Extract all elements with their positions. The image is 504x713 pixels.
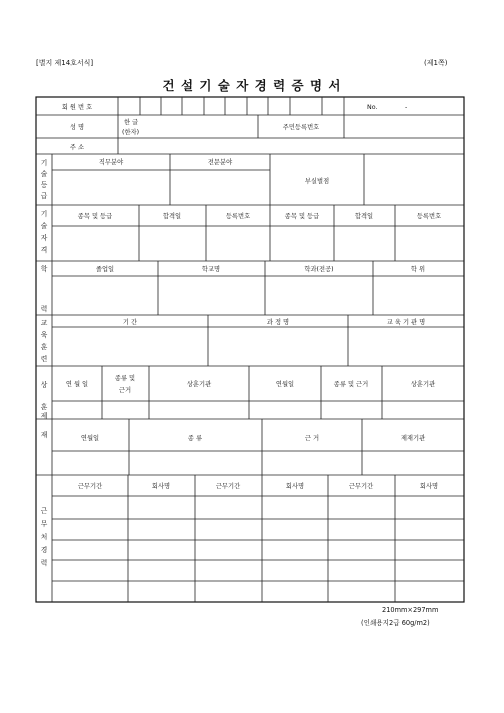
award-header-type-2: 근거 (118, 387, 132, 394)
sanctions-char-1: 제 (40, 412, 48, 420)
penalty-label: 부실벌점 (304, 178, 330, 185)
form-number: [별지 제14호서식] (36, 59, 94, 67)
name-label: 성 명 (69, 124, 85, 131)
edu-header-3: 학과(전공) (304, 266, 334, 273)
award-header-org: 상훈기관 (186, 381, 212, 388)
qual-header-2: 합격일 (162, 213, 182, 220)
edu-header-1: 졸업일 (95, 266, 115, 273)
qualification-char-1: 기 (40, 210, 48, 218)
qualification-char-3: 자 (40, 234, 48, 242)
training-char-2: 육 (40, 331, 48, 339)
work-char-1: 근 (40, 507, 48, 515)
qual-header-5: 합격일 (354, 213, 374, 220)
tech-grade-char-3: 등 (40, 181, 48, 189)
award-header-type-basis: 종류 및 근거 (333, 381, 369, 388)
work-char-4: 경 (40, 546, 48, 554)
work-header-5: 근무기간 (348, 483, 374, 490)
training-char-4: 련 (40, 355, 48, 363)
hangul-label: 한 글 (124, 119, 139, 126)
training-char-3: 훈 (40, 343, 48, 351)
work-char-5: 력 (40, 559, 48, 567)
sanction-header-3: 근 거 (304, 435, 320, 442)
work-header-2: 회사명 (151, 483, 171, 490)
sanction-header-2: 종 류 (187, 435, 203, 442)
education-char-1: 학 (40, 265, 48, 273)
resident-no-label: 주민등록번호 (282, 124, 320, 131)
work-header-6: 회사명 (419, 483, 439, 490)
page-side-label: (제1쪽) (424, 59, 448, 67)
work-char-3: 처 (40, 533, 48, 541)
training-char-1: 교 (40, 319, 48, 327)
no-label: No. (367, 104, 378, 111)
qual-header-3: 등록번호 (225, 213, 251, 220)
awards-char-1: 상 (40, 381, 48, 389)
paper-size: 210mm×297mm (382, 606, 439, 614)
train-header-3: 교 육 기 관 명 (386, 319, 426, 326)
work-header-4: 회사명 (285, 483, 305, 490)
awards-char-2: 훈 (40, 403, 48, 411)
edu-header-2: 학교명 (201, 266, 221, 273)
work-header-1: 근무기간 (77, 483, 103, 490)
address-label: 주 소 (69, 144, 85, 151)
qualification-char-2: 술 (40, 222, 48, 230)
tech-grade-char-2: 술 (40, 170, 48, 178)
form-frame (36, 97, 464, 602)
job-field-label: 직무분야 (98, 159, 124, 166)
edu-header-4: 학 위 (410, 266, 426, 273)
sanction-header-1: 연월일 (80, 435, 100, 442)
award-header-date-2: 연월일 (275, 381, 295, 388)
paper-type: (인쇄용지2급 60g/m2) (361, 619, 430, 627)
award-header-org-2: 상훈기관 (410, 381, 436, 388)
qual-header-4: 종목 및 등급 (284, 213, 320, 220)
education-char-2: 력 (40, 305, 48, 313)
work-header-3: 근무기간 (215, 483, 241, 490)
sanction-header-4: 제재기관 (400, 435, 426, 442)
tech-grade-char-4: 급 (40, 192, 48, 200)
train-header-2: 과 정 명 (266, 319, 290, 326)
document-title: 건 설 기 술 자 경 력 증 명 서 (162, 78, 342, 93)
sanctions-char-2: 재 (40, 431, 48, 439)
award-header-date: 연 월 일 (65, 381, 89, 388)
member-no-label: 회 원 번 호 (61, 104, 93, 111)
qual-header-6: 등록번호 (416, 213, 442, 220)
qualification-char-4: 격 (40, 246, 48, 254)
hanja-label: (한자) (122, 129, 140, 136)
work-char-2: 무 (40, 520, 48, 528)
qual-header-1: 종목 및 등급 (77, 213, 113, 220)
train-header-1: 기 간 (122, 319, 138, 326)
tech-grade-char-1: 기 (40, 159, 48, 167)
specialty-label: 전문분야 (207, 159, 233, 166)
award-header-type-1: 종류 및 (114, 375, 136, 382)
no-dash: - (405, 104, 408, 111)
